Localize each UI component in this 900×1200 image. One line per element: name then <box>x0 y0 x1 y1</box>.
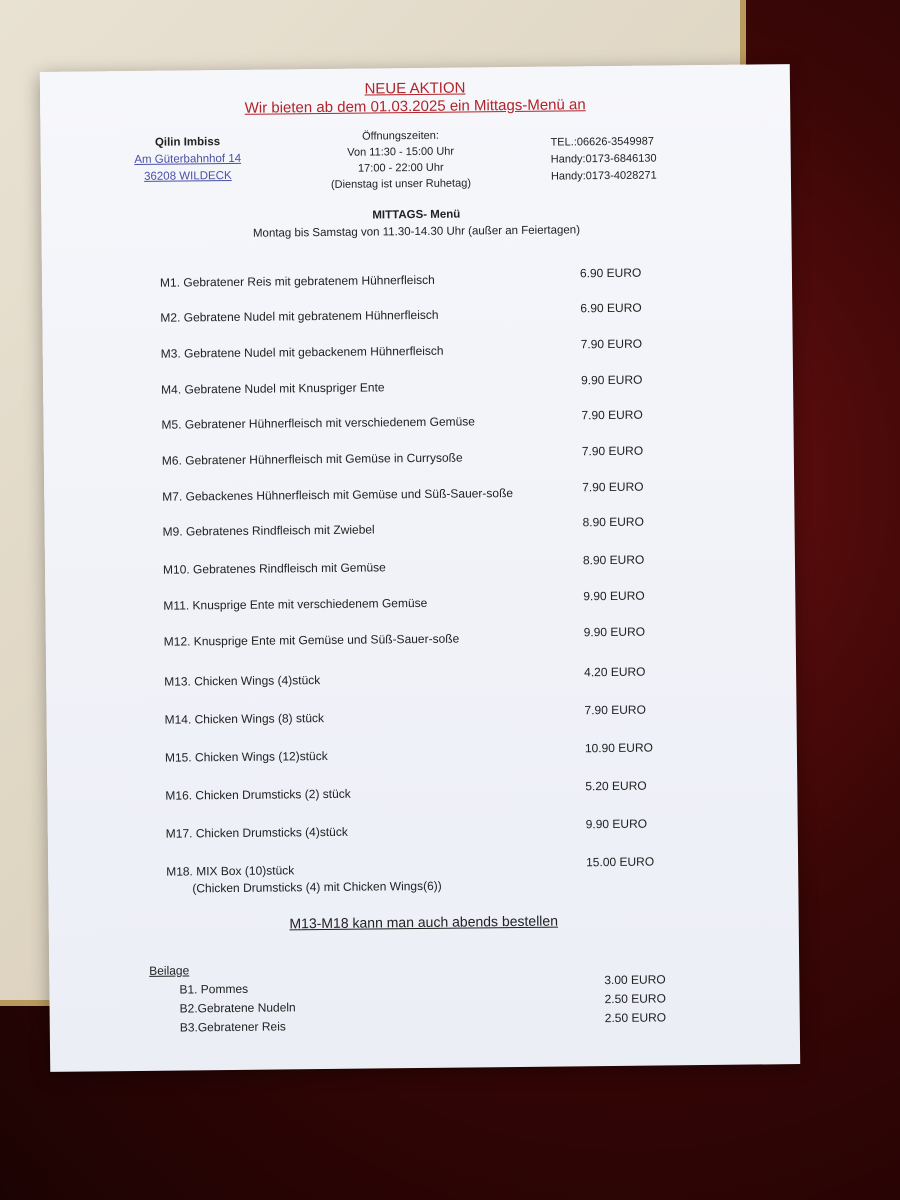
menu-item-name: M2. Gebratene Nudel mit gebratenem Hühnerfleisch <box>160 307 439 325</box>
menu-item-price: 7.90 EURO <box>581 443 644 459</box>
menu-item <box>160 300 650 325</box>
menu-item <box>164 740 655 765</box>
menu-item-price: 4.20 EURO <box>584 664 646 680</box>
menu-item-name: M7. Gebackenes Hühnerfleisch mit Gemüse und Süß-Sauer-soße <box>162 486 514 504</box>
menu-item-name: M11. Knusprige Ente mit verschiedenem Gemüse <box>163 595 428 613</box>
side-item-price: 2.50 EURO <box>604 1010 667 1026</box>
menu-item-detail: (Chicken Drumsticks (4) mit Chicken Wings(6)) <box>192 878 442 896</box>
menu-item-price: 10.90 EURO <box>584 740 654 756</box>
menu-item-price: 9.90 EURO <box>583 624 646 640</box>
side-item <box>179 991 670 1016</box>
menu-title: MITTAGS- Menü <box>372 208 461 222</box>
menu-item-price: 6.90 EURO <box>579 265 642 281</box>
menu-item-name: M4. Gebratene Nudel mit Knuspriger Ente <box>161 380 385 397</box>
opening-hours <box>310 127 491 193</box>
rest-day-note: (Dienstag ist unser Ruhetag) <box>330 177 472 191</box>
menu-item-price: 15.00 EURO <box>586 854 655 870</box>
menu-item-name: M6. Gebratener Hühnerfleisch mit Gemüse in Currysoße <box>161 450 463 468</box>
menu-subtitle: Montag bis Samstag von 11.30-14.30 Uhr (außer an Feiertagen) <box>252 224 581 240</box>
menu-item-price: 6.90 EURO <box>580 300 642 316</box>
menu-item-price: 7.90 EURO <box>582 479 644 495</box>
menu-item-price: 8.90 EURO <box>582 514 644 530</box>
side-item-name: B1. Pommes <box>179 981 249 997</box>
menu-item <box>164 664 654 689</box>
side-item <box>179 1010 670 1035</box>
menu-item-price: 9.90 EURO <box>583 588 645 604</box>
menu-item <box>165 778 655 803</box>
business-city[interactable]: 36208 WILDECK <box>144 169 232 183</box>
menu-item-name: M13. Chicken Wings (4)stück <box>164 673 321 689</box>
menu-item <box>161 372 651 397</box>
menu-item-name: M18. MIX Box (10)stück <box>166 863 295 879</box>
menu-item-name: M16. Chicken Drumsticks (2) stück <box>165 786 351 803</box>
side-item <box>179 972 669 997</box>
menu-item-name: M15. Chicken Wings (12)stück <box>164 748 328 765</box>
menu-item <box>162 552 653 577</box>
menu-item <box>164 702 655 727</box>
menu-item-price: 9.90 EURO <box>580 372 643 388</box>
promo-subtitle: Wir bieten ab dem 01.03.2025 ein Mittags-Menü an <box>244 96 586 117</box>
side-item-price: 2.50 EURO <box>604 991 666 1007</box>
sides-title: Beilage <box>149 963 190 978</box>
business-street[interactable]: Am Güterbahnhof 14 <box>134 152 242 166</box>
menu-item <box>162 514 653 539</box>
menu-item-name: M3. Gebratene Nudel mit gebackenem Hühnerfleisch <box>160 343 444 361</box>
mobile-number-1: Handy:0173-6846130 <box>550 152 657 166</box>
menu-sheet <box>40 64 800 1072</box>
menu-item-price: 7.90 EURO <box>581 407 643 423</box>
menu-item-name: M9. Gebratenes Rindfleisch mit Zwiebel <box>162 522 375 539</box>
business-info <box>122 134 253 186</box>
menu-item <box>166 854 656 896</box>
menu-item-price: 9.90 EURO <box>585 816 648 832</box>
menu-item-name: M12. Knusprige Ente mit Gemüse und Süß-Sauer-soße <box>163 631 460 649</box>
mobile-number-2: Handy:0173-4028271 <box>550 169 657 183</box>
business-name: Qilin Imbiss <box>154 136 221 149</box>
phone-number: TEL.:06626-3549987 <box>550 135 654 149</box>
menu-item <box>160 336 651 361</box>
menu-item <box>163 624 654 649</box>
menu-item <box>161 443 652 468</box>
hours-slot-2: 17:00 - 22:00 Uhr <box>357 161 444 175</box>
evening-note: M13-M18 kann man auch abends bestellen <box>289 912 559 932</box>
menu-item-price: 8.90 EURO <box>582 552 645 568</box>
menu-item-name: M1. Gebratener Reis mit gebratenem Hühnerfleisch <box>159 272 435 290</box>
contact-info <box>550 133 701 186</box>
menu-item <box>162 479 652 504</box>
menu-item-price: 7.90 EURO <box>580 336 643 352</box>
menu-item-price: 7.90 EURO <box>584 702 646 718</box>
menu-item <box>161 407 651 432</box>
menu-item-name: M5. Gebratener Hühnerfleisch mit verschiedenem Gemüse <box>161 414 476 432</box>
promo-title: NEUE AKTION <box>364 79 466 98</box>
menu-item-name: M14. Chicken Wings (8) stück <box>164 711 325 727</box>
menu-item-name: M17. Chicken Drumsticks (4)stück <box>165 824 348 841</box>
hours-title: Öffnungszeiten: <box>361 129 439 143</box>
menu-item <box>165 816 656 841</box>
menu-item <box>159 265 650 290</box>
side-item-price: 3.00 EURO <box>604 972 666 988</box>
menu-item-price: 5.20 EURO <box>585 778 647 794</box>
side-item-name: B2.Gebratene Nudeln <box>179 1000 296 1016</box>
menu-item <box>163 588 653 613</box>
side-item-name: B3.Gebratener Reis <box>179 1019 286 1035</box>
hours-slot-1: Von 11:30 - 15:00 Uhr <box>347 145 455 159</box>
menu-item-name: M10. Gebratenes Rindfleisch mit Gemüse <box>162 560 386 577</box>
